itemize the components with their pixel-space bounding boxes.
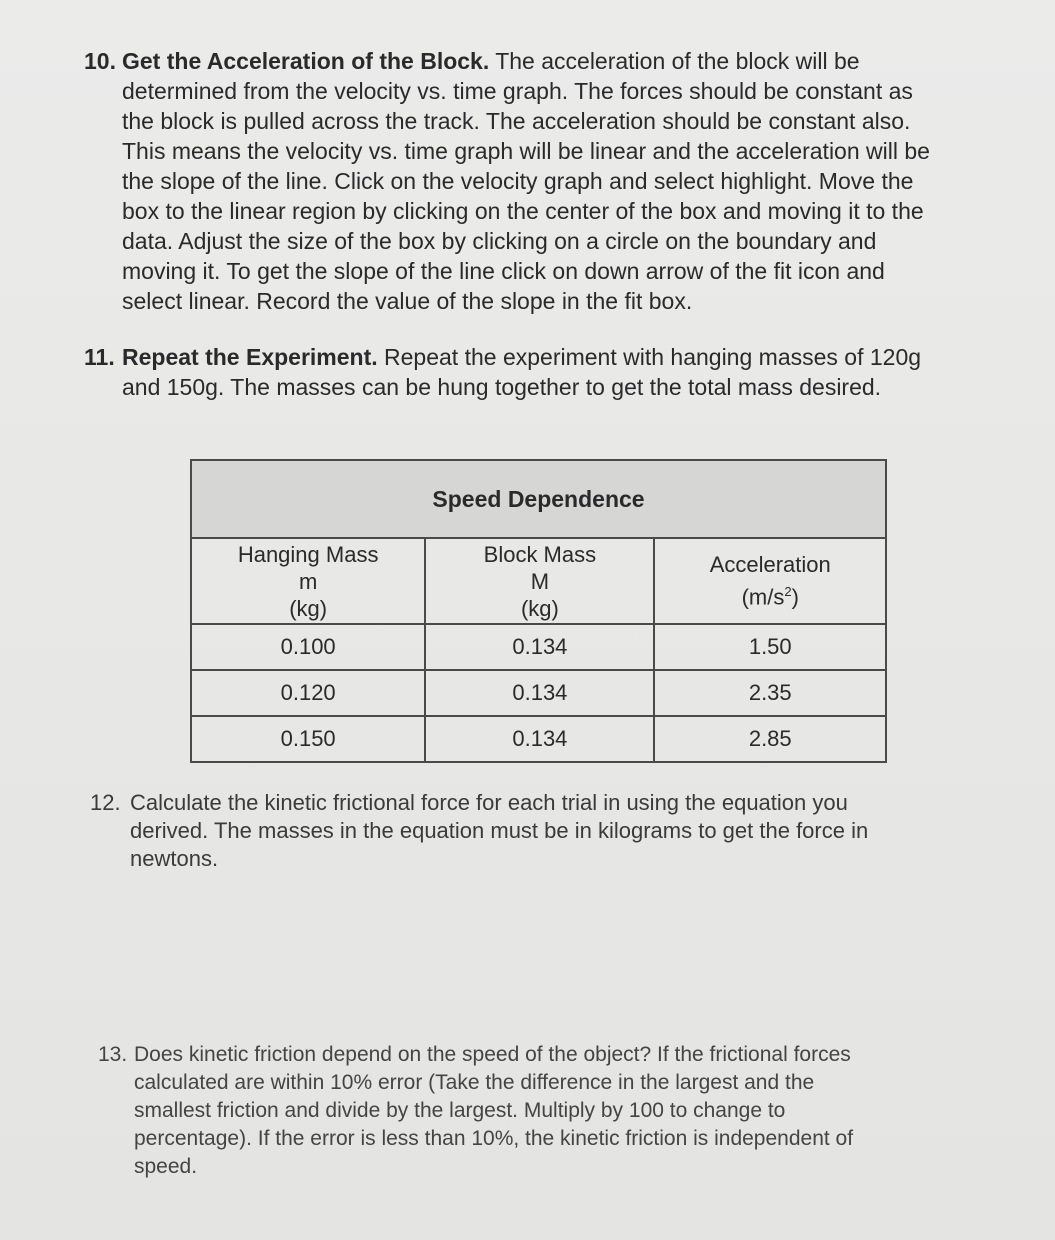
cell-acceleration: 2.35 — [654, 670, 886, 716]
question-number: 11. — [84, 344, 115, 370]
question-line: This means the velocity vs. time graph will be linear and the acceleration will be — [122, 138, 930, 164]
question-line: determined from the velocity vs. time graph. The forces should be constant as — [122, 78, 913, 104]
cell-hanging-mass: 0.100 — [191, 624, 425, 670]
question-lead: Repeat the Experiment. — [122, 344, 378, 370]
question-text — [130, 789, 990, 873]
question-lead: Get the Acceleration of the Block. — [122, 48, 490, 74]
header-unit: (kg) — [520, 595, 559, 621]
question-13 — [98, 1041, 998, 1181]
question-number: 13. — [98, 1043, 128, 1066]
question-line: the slope of the line. Click on the velocity graph and select highlight. Move the — [122, 168, 914, 194]
question-line: and 150g. The masses can be hung together to get the total mass desired. — [122, 374, 882, 400]
cell-acceleration: 1.50 — [654, 624, 886, 670]
question-line: Get the Acceleration of the Block. The acceleration of the block will be — [122, 48, 860, 74]
question-11 — [84, 342, 1034, 402]
header-block-mass — [425, 538, 654, 624]
table-title: Speed Dependence — [191, 460, 886, 538]
table-row — [191, 716, 886, 762]
question-line: the block is pulled across the track. The acceleration should be constant also. — [122, 108, 911, 134]
question-12 — [90, 789, 990, 873]
cell-hanging-mass: 0.120 — [191, 670, 425, 716]
question-line: newtons. — [130, 846, 219, 871]
question-line: box to the linear region by clicking on the center of the box and moving it to the — [122, 198, 924, 224]
question-line: data. Adjust the size of the box by clicking on a circle on the boundary and — [122, 228, 877, 254]
table-header-row — [191, 538, 886, 624]
header-hanging-mass — [191, 538, 425, 624]
question-line: Does kinetic friction depend on the speed of the object? If the frictional forces — [134, 1043, 851, 1066]
header-unit: (kg) — [289, 595, 328, 621]
question-line: select linear. Record the value of the slope in the fit box. — [122, 288, 693, 314]
question-line: moving it. To get the slope of the line click on down arrow of the fit icon and — [122, 258, 885, 284]
question-line: derived. The masses in the equation must be in kilograms to get the force in — [130, 818, 869, 843]
question-text — [122, 342, 1034, 402]
question-number: 12. — [90, 790, 121, 815]
header-symbol: M — [530, 568, 550, 594]
header-name: Block Mass — [483, 541, 597, 567]
question-line: percentage). If the error is less than 10%, the kinetic friction is independent of — [134, 1127, 854, 1150]
header-name: Acceleration — [709, 552, 831, 578]
question-line: Calculate the kinetic frictional force for each trial in using the equation you — [130, 790, 848, 815]
question-line: Repeat the Experiment. Repeat the experiment with hanging masses of 120g — [122, 344, 922, 370]
header-symbol: m — [298, 568, 318, 594]
header-acceleration — [654, 538, 886, 624]
cell-block-mass: 0.134 — [425, 624, 654, 670]
question-number: 10. — [84, 48, 116, 74]
question-text — [134, 1041, 998, 1181]
cell-acceleration: 2.85 — [654, 716, 886, 762]
speed-dependence-table — [190, 459, 887, 763]
cell-hanging-mass: 0.150 — [191, 716, 425, 762]
table-row — [191, 624, 886, 670]
header-name: Hanging Mass — [237, 541, 379, 567]
table-row — [191, 670, 886, 716]
cell-block-mass: 0.134 — [425, 716, 654, 762]
question-10 — [84, 46, 1034, 316]
header-unit: $(m/s^2)$ — [741, 584, 799, 610]
question-line: smallest friction and divide by the largest. Multiply by 100 to change to — [134, 1099, 786, 1122]
question-line: calculated are within 10% error (Take the difference in the largest and the — [134, 1071, 815, 1094]
question-line: speed. — [134, 1155, 198, 1178]
question-text — [122, 46, 1034, 316]
cell-block-mass: 0.134 — [425, 670, 654, 716]
